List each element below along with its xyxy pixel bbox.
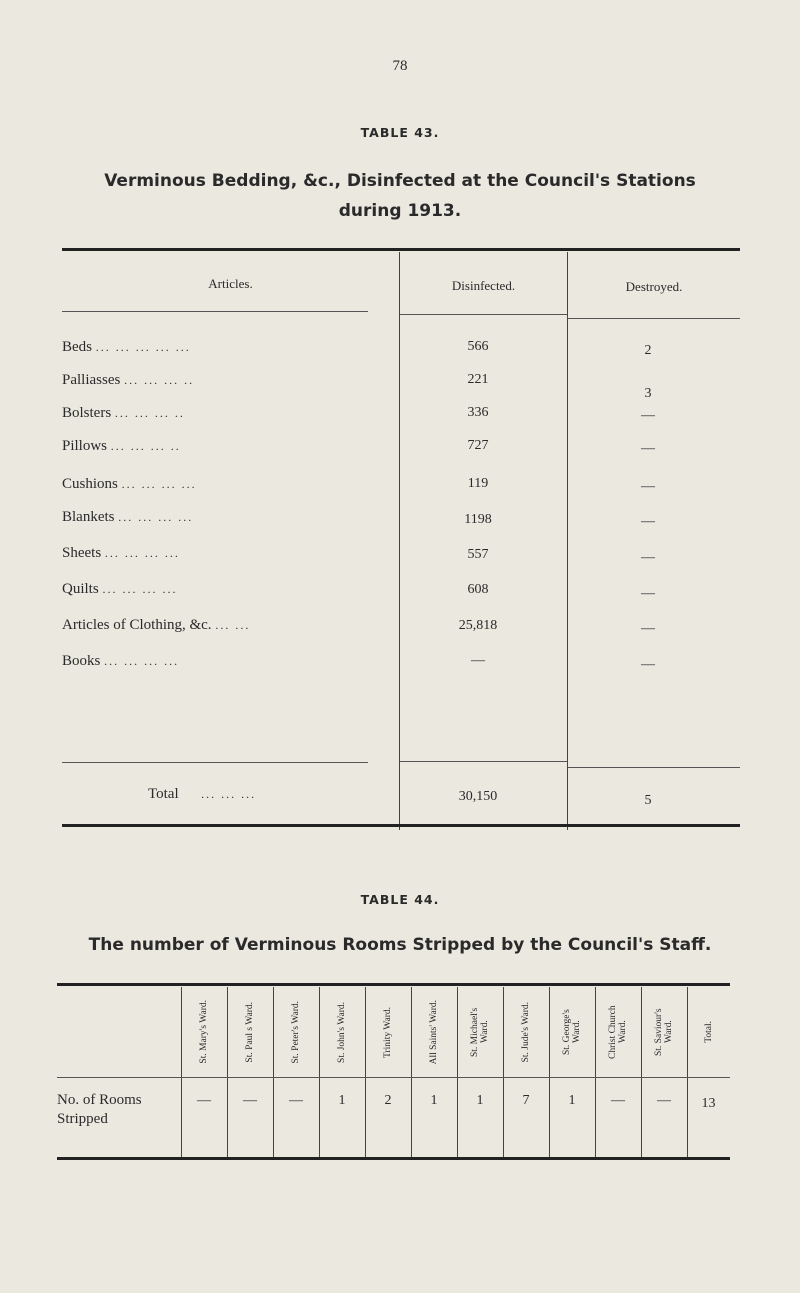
ward-value: 1 [476,1093,484,1108]
ward-value: 1 [338,1093,346,1108]
column-header: St. Paul s Ward. [245,1001,255,1063]
table-43-caption-line-1: Verminous Bedding, &c., Disinfected at the Council's Stations [104,171,696,191]
ward-value: 1 [430,1093,438,1108]
column-divider [399,252,400,830]
destroyed-value: 2 [644,343,652,358]
disinfected-value: 119 [467,476,489,491]
ward-value: 1 [568,1093,576,1108]
header-rule [568,318,740,319]
row-label: Palliasses ... ... ... .. [62,372,195,388]
ward-value: — [243,1093,257,1108]
row-label: Books ... ... ... ... [62,653,180,669]
header-articles: Articles. [208,276,253,291]
column-header: St. Michael's Ward. [470,1007,490,1057]
column-header: St. Saviour's Ward. [654,1008,674,1056]
disinfected-value: 608 [467,582,489,597]
row-label: Cushions ... ... ... ... [62,476,197,492]
row-label: No. of Rooms Stripped [57,1092,142,1127]
column-header: St. John's Ward. [337,1001,347,1063]
column-header: St. Peter's Ward. [291,1000,301,1064]
destroyed-value: — [641,408,655,423]
header-disinfected: Disinfected. [451,278,516,293]
total-value: 13 [701,1096,716,1111]
bottom-rule [62,824,740,827]
ward-value: — [289,1093,303,1108]
ward-value: 7 [522,1093,530,1108]
total-destroyed: 5 [644,793,652,808]
disinfected-value: 557 [467,547,489,562]
table-44-caption: The number of Verminous Rooms Stripped by the Council's Staff. [88,935,712,955]
destroyed-value: — [641,550,655,565]
header-rule [62,311,368,312]
row-label: Articles of Clothing, &c. ... ... [62,617,251,633]
row-label: Beds ... ... ... ... ... [62,339,191,355]
disinfected-value: — [471,653,485,668]
top-rule [57,983,730,986]
column-header: St. Jude's Ward. [521,1001,531,1063]
destroyed-value: — [641,586,655,601]
ward-value: — [611,1093,625,1108]
ward-value: — [657,1093,671,1108]
disinfected-value: 336 [467,405,489,420]
header-rule [57,1077,730,1078]
column-header: Christ Church Ward. [608,1005,628,1059]
bottom-rule [57,1157,730,1160]
total-rule [62,762,368,763]
row-label: Blankets ... ... ... ... [62,509,194,525]
table-44 [57,983,730,1163]
column-header: St. George's Ward. [562,1009,582,1055]
total-rule [400,761,567,762]
destroyed-value: — [641,514,655,529]
column-header: All Saints' Ward. [429,999,439,1065]
destroyed-value: — [641,441,655,456]
column-header: Total. [703,1021,714,1043]
page-number: 78 [392,58,408,74]
disinfected-value: 566 [467,339,489,354]
ward-value: — [197,1093,211,1108]
row-label: Bolsters ... ... ... .. [62,405,185,421]
row-label: Pillows ... ... ... .. [62,438,181,454]
destroyed-value: 3 [644,386,652,401]
header-destroyed: Destroyed. [625,279,683,294]
disinfected-value: 727 [467,438,489,453]
column-divider [567,252,568,830]
row-label: Sheets ... ... ... ... [62,545,180,561]
top-rule [62,248,740,251]
table-44-label: TABLE 44. [360,892,440,907]
ward-value: 2 [384,1093,392,1108]
destroyed-value: — [641,657,655,672]
table-43-caption-line-2: during 1913. [338,201,462,221]
table-43 [62,248,740,830]
total-disinfected: 30,150 [458,789,498,804]
total-rule [568,767,740,768]
column-header: Trinity Ward. [383,1006,393,1058]
destroyed-value: — [641,479,655,494]
column-header: St. Mary's Ward. [199,1000,209,1064]
table-43-label: TABLE 43. [360,125,440,140]
row-label: Quilts ... ... ... ... [62,581,178,597]
disinfected-value: 25,818 [458,618,498,633]
header-rule [400,314,567,315]
disinfected-value: 221 [467,372,489,387]
total-label: Total ... ... ... [148,786,257,802]
disinfected-value: 1198 [464,512,492,527]
destroyed-value: — [641,621,655,636]
